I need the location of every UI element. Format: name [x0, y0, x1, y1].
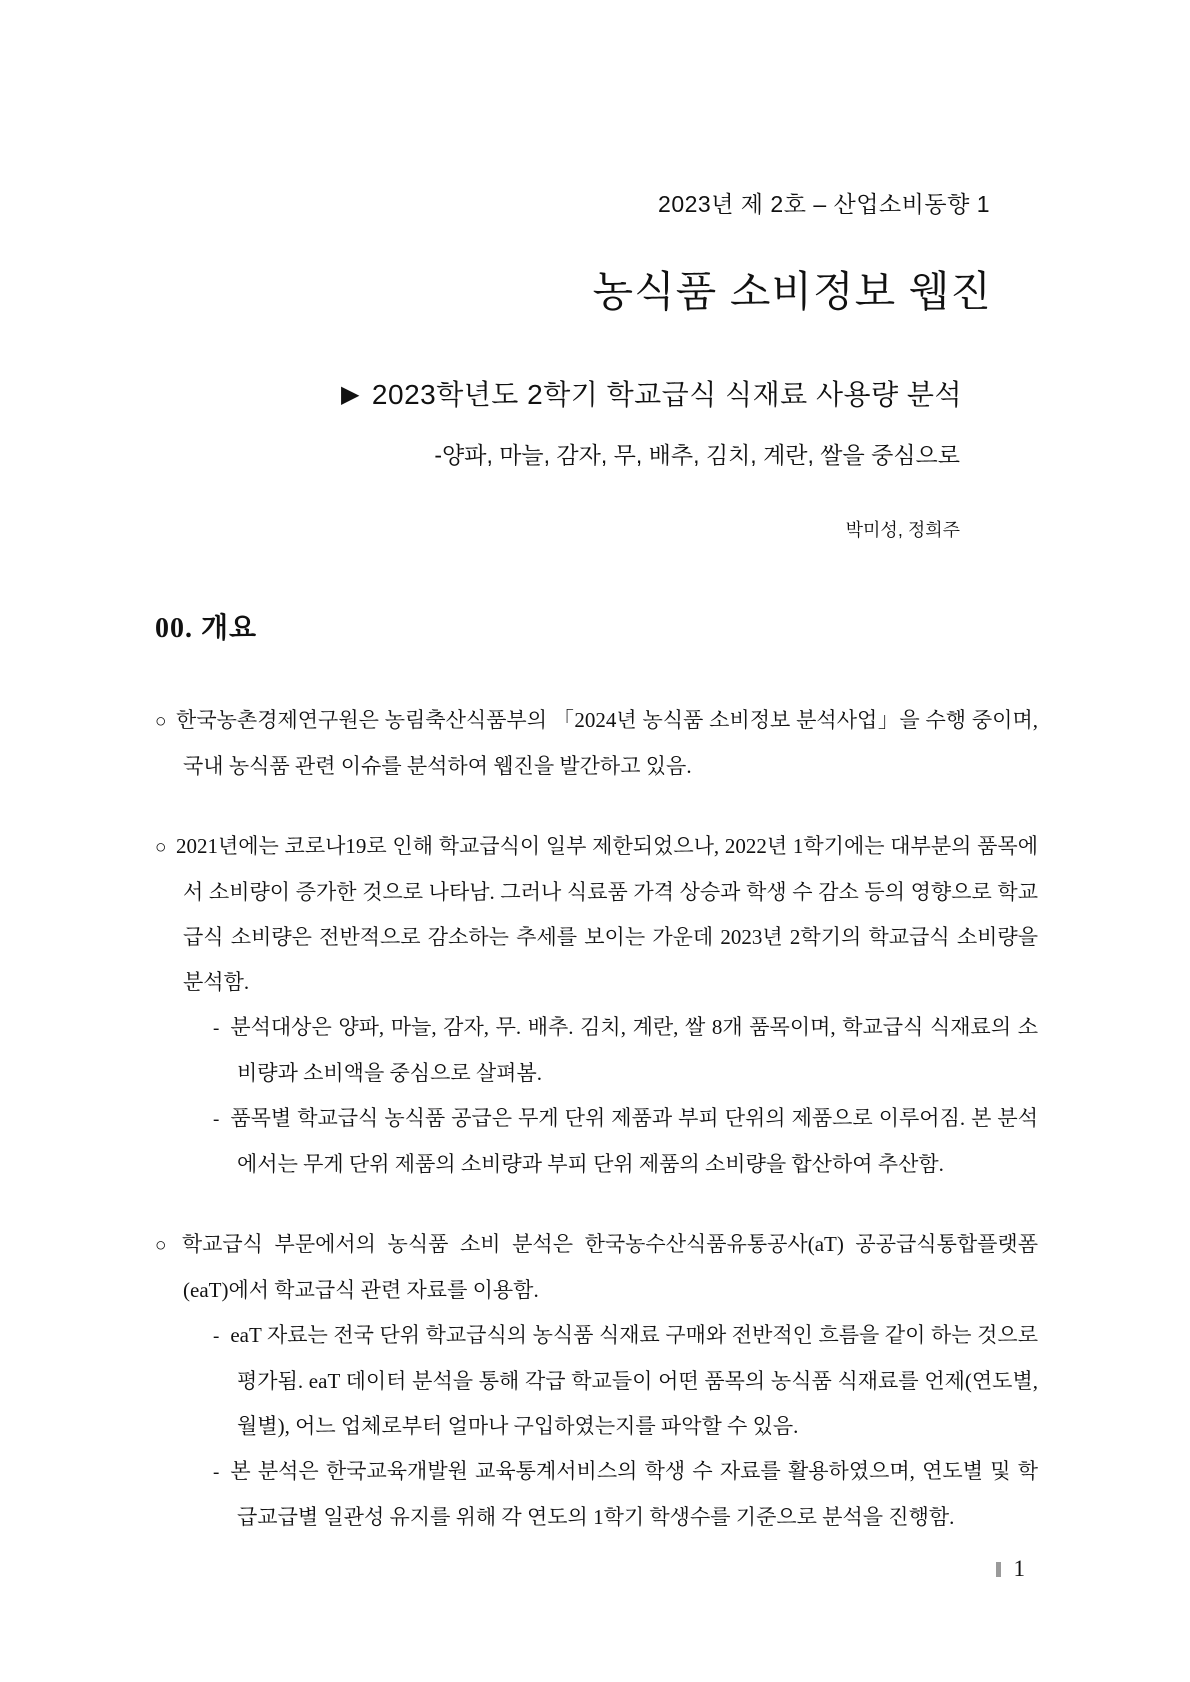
dash-bullet-icon: -: [213, 1018, 220, 1039]
sub-bullet-item: [213, 1449, 1038, 1540]
bullet-item: [155, 824, 1038, 1187]
dash-bullet-icon: -: [213, 1109, 220, 1130]
circle-bullet-icon: ○: [155, 837, 167, 858]
bullet-text: 한국농촌경제연구원은 농림축산식품부의 「2024년 농식품 소비정보 분석사업」을 수행 중이며, 국내 농식품 관련 이슈를 분석하여 웹진을 발간하고 있음.: [176, 708, 1038, 778]
bullet-item: [155, 1222, 1038, 1540]
triangle-bullet-icon: ▶: [340, 381, 360, 408]
issue-label: 2023년 제 2호 – 산업소비동향 1: [658, 191, 990, 217]
footer-divider: [996, 1562, 1001, 1577]
page-footer: [996, 1556, 1026, 1582]
sub-bullet-item: [213, 1313, 1038, 1449]
circle-bullet-icon: ○: [155, 711, 168, 732]
section-body: [155, 698, 1038, 1540]
report-subtitle: [0, 373, 1190, 413]
circle-bullet-icon: ○: [155, 1235, 173, 1256]
subtitle-note: -양파, 마늘, 감자, 무, 배추, 김치, 계란, 쌀을 중심으로: [434, 442, 960, 468]
page-number: 1: [1013, 1556, 1025, 1581]
document-header: [0, 0, 1190, 542]
dash-bullet-icon: -: [213, 1462, 220, 1483]
sub-bullet-text: 품목별 학교급식 농식품 공급은 무게 단위 제품과 부피 단위의 제품으로 이루어짐. 본 분석에서는 무게 단위 제품의 소비량과 부피 단위 제품의 소비량을 합산하여 추산함.: [230, 1106, 1038, 1176]
bullet-text: 학교급식 부문에서의 농식품 소비 분석은 한국농수산식품유통공사(aT) 공공급식통합플랫폼(eaT)에서 학교급식 관련 자료를 이용함.: [181, 1232, 1038, 1302]
page-title: 농식품 소비정보 웹진: [592, 268, 992, 315]
sub-bullet-text: 본 분석은 한국교육개발원 교육통계서비스의 학생 수 자료를 활용하였으며, 연도별 및 학급교급별 일관성 유지를 위해 각 연도의 1학기 학생수를 기준으로 분석을 진행함.: [230, 1459, 1038, 1529]
sub-bullet-item: [213, 1005, 1038, 1096]
sub-bullet-text: eaT 자료는 전국 단위 학교급식의 농식품 식재료 구매와 전반적인 흐름을 같이 하는 것으로 평가됨. eaT 데이터 분석을 통해 각급 학교들이 어떤 품목의 농식품 식재료를 언제(연도별, 월별), 어느 업체로부터 얼마나 구입하였는지를 파악할 수 있음.: [230, 1323, 1038, 1438]
dash-bullet-icon: -: [213, 1326, 220, 1347]
bullet-text: 2021년에는 코로나19로 인해 학교급식이 일부 제한되었으나, 2022년 1학기에는 대부분의 품목에서 소비량이 증가한 것으로 나타남. 그러나 식료품 가격 상승과 학생 수 감소 등의 영향으로 학교급식 소비량은 전반적으로 감소하는 추세를 보이는 가운데 2023년 2학기의 학교급식 소비량을 분석함.: [175, 834, 1038, 994]
authors: 박미성, 정희주: [845, 520, 960, 540]
section-heading: 00. 개요: [155, 613, 258, 644]
bullet-item: [155, 698, 1038, 789]
sub-bullet-text: 분석대상은 양파, 마늘, 감자, 무. 배추. 김치, 계란, 쌀 8개 품목이며, 학교급식 식재료의 소비량과 소비액을 중심으로 살펴봄.: [230, 1015, 1038, 1085]
report-subtitle-text: 2023학년도 2학기 학교급식 식재료 사용량 분석: [371, 379, 962, 410]
sub-bullet-item: [213, 1096, 1038, 1187]
